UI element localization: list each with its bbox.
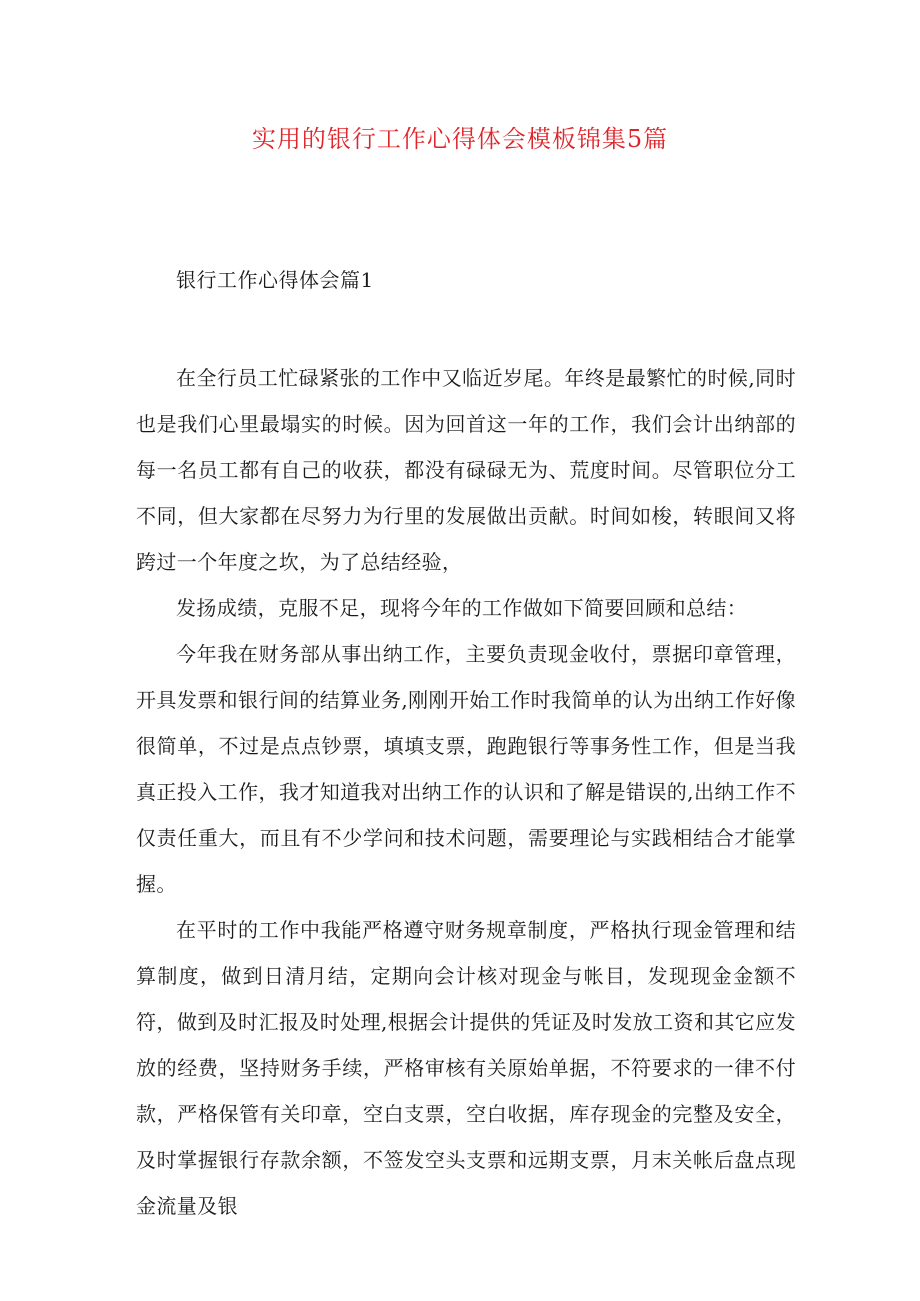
paragraph: 在平时的工作中我能严格遵守财务规章制度，严格执行现金管理和结算制度，做到日清月结，定期向会计核对现金与帐目，发现现金金额不符，做到及时汇报及时处理,根据会计提供的凭证及时发放工资和其它应发放的经费，坚持财务手续，严格审核有关原始单据，不符要求的一律不付款，严格保管有关印章，空白支票，空白收据，库存现金的完整及安全，及时掌握银行存款余额，不签发空头支票和远期支票，月末关帐后盘点现金流量及银	[136, 918, 796, 1218]
paragraph: 今年我在财务部从事出纳工作，主要负责现金收付，票据印章管理，开具发票和银行间的结算业务,刚刚开始工作时我简单的认为出纳工作好像很简单，不过是点点钞票，填填支票，跑跑银行等事务性工作，但是当我真正投入工作，我才知道我对出纳工作的认识和了解是错误的,出纳工作不仅责任重大，而且有不少学问和技术问题，需要理论与实践相结合才能掌握。	[136, 642, 796, 896]
paragraph: 在全行员工忙碌紧张的工作中又临近岁尾。年终是最繁忙的时候,同时也是我们心里最塌实的时候。因为回首这一年的工作，我们会计出纳部的每一名员工都有自己的收获，都没有碌碌无为、荒度时间。尽管职位分工不同，但大家都在尽努力为行里的发展做出贡献。时间如梭，转眼间又将跨过一个年度之坎，为了总结经验，	[136, 366, 796, 574]
document-title: 实用的银行工作心得体会模板锦集5篇	[251, 125, 669, 153]
paragraph: 发扬成绩，克服不足，现将今年的工作做如下简要回顾和总结：	[176, 596, 748, 620]
section-heading: 银行工作心得体会篇1	[176, 268, 374, 292]
body-text	[136, 355, 796, 1229]
